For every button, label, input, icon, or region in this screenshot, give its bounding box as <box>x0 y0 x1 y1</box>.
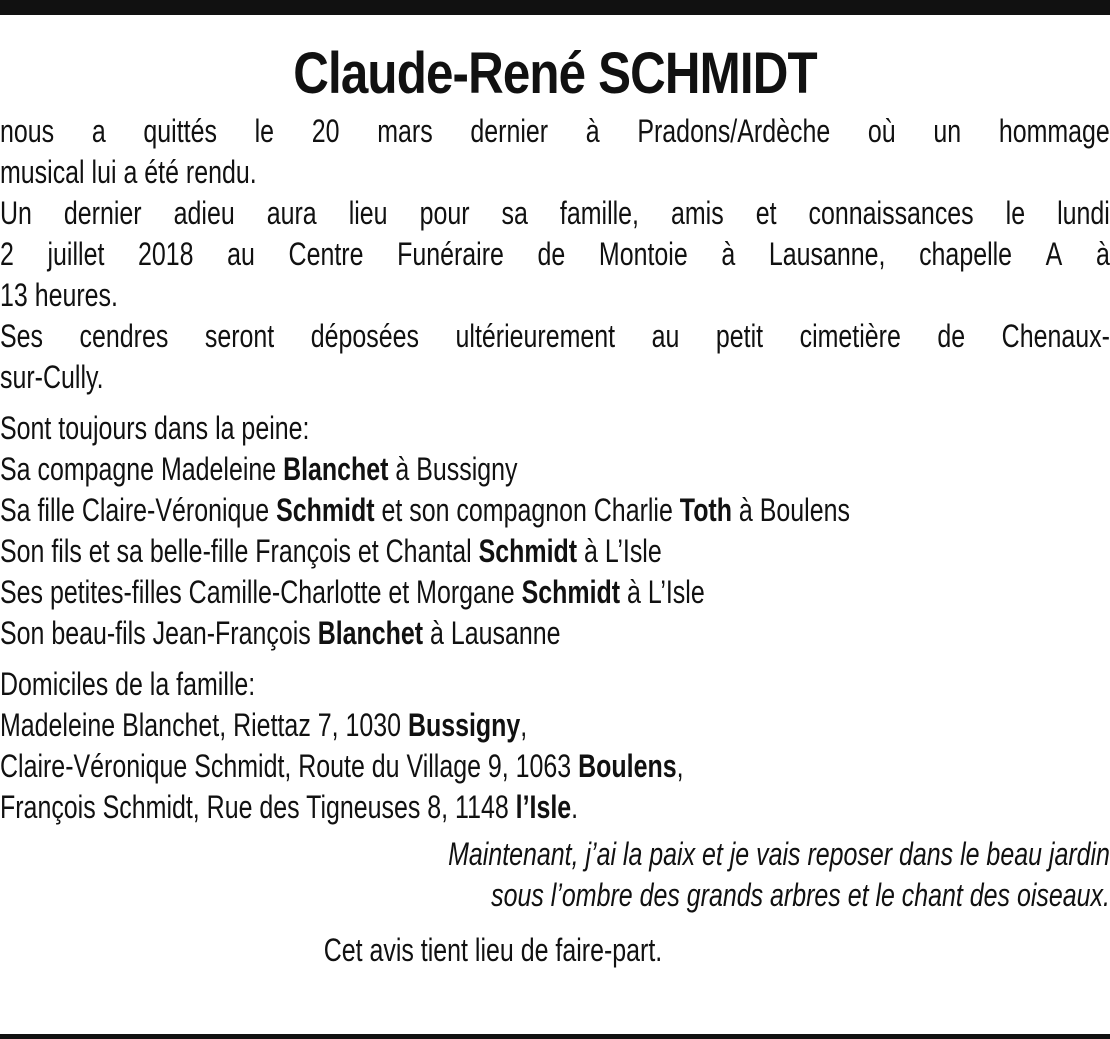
justified-word: Un <box>0 195 32 231</box>
intro-line-5: 13 heures. <box>0 277 118 313</box>
justified-word: ultérieurement <box>455 318 616 354</box>
justified-word: à <box>1095 236 1110 272</box>
justified-word: à <box>585 113 600 149</box>
closing-quote <box>0 834 1110 916</box>
justified-word: dernier <box>63 195 142 231</box>
intro-line-3 <box>0 193 1110 234</box>
family-line-text: Son fils et sa belle-fille François et Chantal <box>0 533 479 569</box>
justified-word: sa <box>501 195 528 231</box>
justified-word: au <box>651 318 680 354</box>
family-line-place: à Lausanne <box>423 615 561 651</box>
justified-word: Ses <box>0 318 44 354</box>
family-line-text: Son beau-fils Jean-François <box>0 615 318 651</box>
family-line-place: à Boulens <box>731 492 850 528</box>
justified-word: chapelle <box>919 236 1013 272</box>
justified-word: à <box>721 236 736 272</box>
family-line-text: Sa fille Claire-Véronique <box>0 492 277 528</box>
justified-word: Chenaux- <box>1001 318 1110 354</box>
justified-word: lundi <box>1057 195 1110 231</box>
justified-word: dernier <box>470 113 549 149</box>
justified-word: où <box>867 113 896 149</box>
family-line-text: et son compagnon Charlie <box>374 492 680 528</box>
justified-word: amis <box>670 195 724 231</box>
domicile-line <box>0 705 1110 746</box>
justified-word: 2018 <box>138 236 194 272</box>
intro-line-2: musical lui a été rendu. <box>0 154 257 190</box>
justified-word: Montoie <box>598 236 688 272</box>
family-line-place: à L’Isle <box>620 574 705 610</box>
justified-word: A <box>1045 236 1063 272</box>
closing-text: Cet avis tient lieu de faire-part. <box>323 932 663 968</box>
justified-word: Lausanne, <box>768 236 886 272</box>
domiciles-heading: Domiciles de la famille: <box>0 666 256 702</box>
closing-statement <box>0 930 1110 971</box>
family-line <box>0 572 1110 613</box>
justified-word: déposées <box>310 318 420 354</box>
family-name: Schmidt <box>478 533 578 569</box>
justified-word: cendres <box>79 318 169 354</box>
domicile-town: l’Isle <box>515 789 572 825</box>
death-notice <box>0 15 1110 971</box>
family-line <box>0 531 1110 572</box>
justified-word: juillet <box>47 236 105 272</box>
justified-word: a <box>91 113 106 149</box>
justified-word: adieu <box>173 195 235 231</box>
justified-word: Funéraire <box>397 236 504 272</box>
family-name: Schmidt <box>521 574 621 610</box>
justified-word: le <box>254 113 275 149</box>
family-name: Blanchet <box>317 615 424 651</box>
intro-paragraph <box>0 111 1110 398</box>
justified-word: hommage <box>998 113 1110 149</box>
justified-word: un <box>933 113 962 149</box>
domicile-address: François Schmidt, Rue des Tigneuses 8, 1148 <box>0 789 516 825</box>
family-line <box>0 490 1110 531</box>
domiciles-list <box>0 664 1110 828</box>
family-line <box>0 449 1110 490</box>
family-line-place: à Bussigny <box>388 451 518 487</box>
justified-word: de <box>537 236 566 272</box>
domicile-town: Boulens <box>578 748 677 784</box>
domicile-line <box>0 787 1110 828</box>
notice-title: Claude-René SCHMIDT <box>293 41 817 106</box>
justified-word: de <box>937 318 966 354</box>
domicile-punct: . <box>571 789 579 825</box>
intro-line-6 <box>0 316 1110 357</box>
justified-word: au <box>227 236 255 272</box>
family-line <box>0 613 1110 654</box>
family-list <box>0 408 1110 654</box>
intro-line-4 <box>0 234 1110 275</box>
domicile-punct: , <box>520 707 528 743</box>
justified-word: le <box>1005 195 1026 231</box>
justified-word: Centre <box>288 236 364 272</box>
justified-word: quittés <box>143 113 217 149</box>
justified-word: 20 <box>311 113 340 149</box>
family-name: Schmidt <box>276 492 375 528</box>
family-name: Toth <box>679 492 732 528</box>
domicile-line <box>0 746 1110 787</box>
family-name: Blanchet <box>283 451 389 487</box>
family-line-text: Ses petites-filles Camille-Charlotte et Morgane <box>0 574 522 610</box>
domicile-address: Claire-Véronique Schmidt, Route du Village 9, 1063 <box>0 748 579 784</box>
justified-word: seront <box>204 318 275 354</box>
domicile-address: Madeleine Blanchet, Riettaz 7, 1030 <box>0 707 408 743</box>
family-line-place: à L’Isle <box>577 533 662 569</box>
quote-line-1: Maintenant, j’ai la paix et je vais reposer dans le beau jardin <box>448 836 1110 872</box>
notice-body <box>0 111 1110 971</box>
justified-word: lieu <box>348 195 388 231</box>
justified-word: cimetière <box>799 318 901 354</box>
bottom-rule <box>0 1034 1110 1039</box>
family-line-text: Sa compagne Madeleine <box>0 451 284 487</box>
justified-word: aura <box>266 195 317 231</box>
top-rule <box>0 0 1110 15</box>
justified-word: connaissances <box>808 195 974 231</box>
justified-word: et <box>755 195 777 231</box>
domicile-punct: , <box>676 748 684 784</box>
justified-word: nous <box>0 113 55 149</box>
justified-word: mars <box>377 113 433 149</box>
intro-line-7: sur-Cully. <box>0 359 104 395</box>
quote-line-2: sous l’ombre des grands arbres et le chant des oiseaux. <box>491 877 1110 913</box>
justified-word: famille, <box>559 195 639 231</box>
justified-word: Pradons/Ardèche <box>637 113 831 149</box>
family-heading: Sont toujours dans la peine: <box>0 410 310 446</box>
intro-line-1 <box>0 111 1110 152</box>
justified-word: 2 <box>0 236 14 272</box>
justified-word: petit <box>715 318 764 354</box>
domicile-town: Bussigny <box>407 707 521 743</box>
justified-word: pour <box>419 195 470 231</box>
